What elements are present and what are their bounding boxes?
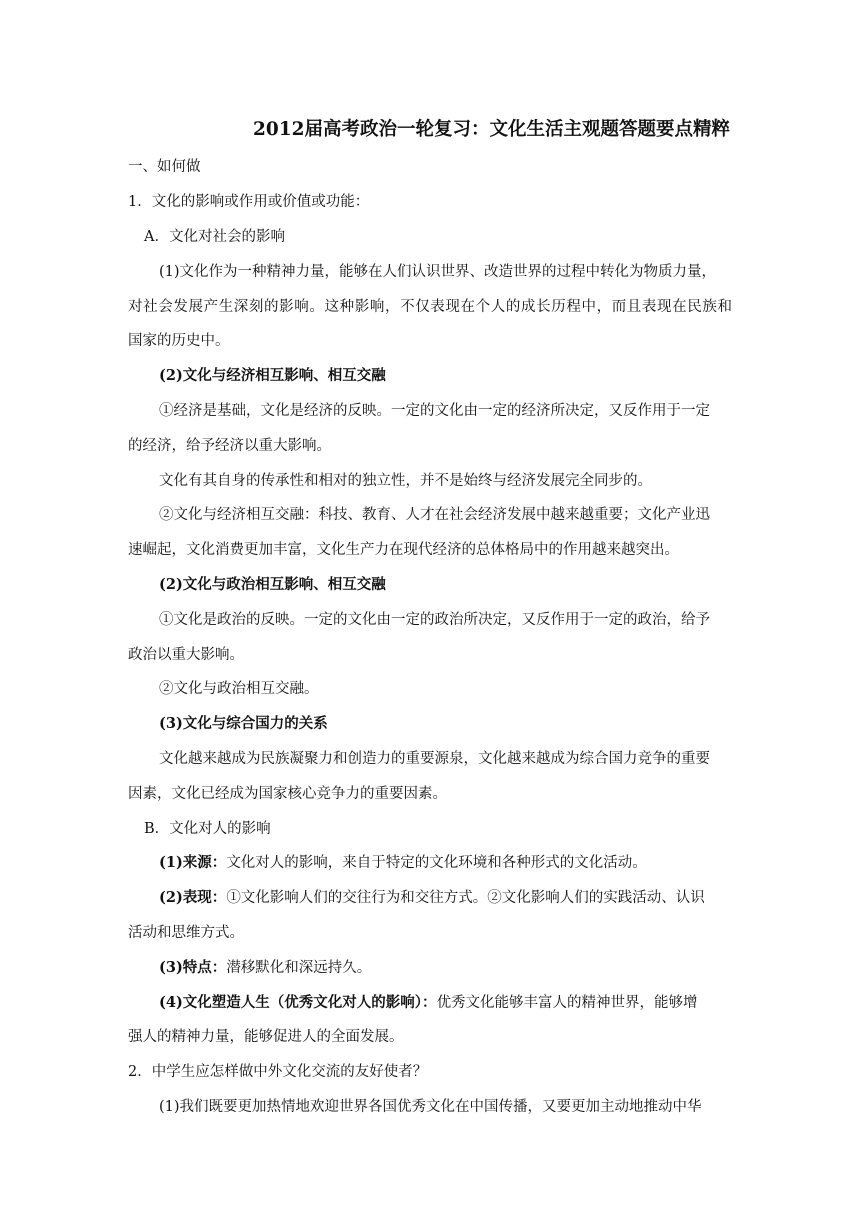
bold-label: (4)文化塑造人生（优秀文化对人的影响）： [159, 994, 437, 1011]
paragraph-line: 的经济，给予经济以重大影响。 [128, 438, 331, 454]
paragraph-line [159, 853, 763, 873]
paragraph-line: 因素，文化已经成为国家核心竞争力的重要因素。 [128, 786, 447, 802]
paragraph-line: 国家的历史中。 [128, 333, 230, 349]
paragraph-text: 文化对人的影响，来自于特定的文化环境和各种形式的文化活动。 [226, 855, 647, 871]
paragraph-line: 对社会发展产生深刻的影响。这种影响，不仅表现在个人的成长历程中，而且表现在民族和 [128, 299, 732, 315]
paragraph-line: 文化越来越成为民族凝聚力和创造力的重要源泉，文化越来越成为综合国力竞争的重要 [159, 751, 710, 767]
paragraph-text: 潜移默化和深远持久。 [226, 960, 372, 976]
section-heading: 一、如何做 [128, 159, 201, 175]
bold-heading: (3)文化与综合国力的关系 [159, 715, 328, 732]
paragraph-line: 速崛起，文化消费更加丰富，文化生产力在现代经济的总体格局中的作用越来越突出。 [128, 542, 679, 558]
document-title: 2012届高考政治一轮复习：文化生活主观题答题要点精粹 [253, 119, 730, 140]
paragraph-line: ②文化与经济相互交融：科技、教育、人才在社会经济发展中越来越重要；文化产业迅 [159, 507, 710, 523]
paragraph-line [159, 888, 763, 908]
paragraph-line: ①经济是基础，文化是经济的反映。一定的文化由一定的经济所决定，又反作用于一定 [159, 403, 710, 419]
paragraph-text: 优秀文化能够丰富人的精神世界，能够增 [436, 995, 698, 1011]
paragraph-line [159, 958, 763, 978]
subsection-heading: B．文化对人的影响 [144, 821, 271, 837]
paragraph-line [159, 993, 763, 1013]
paragraph-line: ①文化是政治的反映。一定的文化由一定的政治所决定，又反作用于一定的政治，给予 [159, 612, 710, 628]
subsection-heading: A．文化对社会的影响 [144, 229, 285, 245]
subsection-heading: 2．中学生应怎样做中外文化交流的友好使者？ [128, 1064, 428, 1080]
paragraph-line: (1)我们既要更加热情地欢迎世界各国优秀文化在中国传播，又要更加主动地推动中华 [159, 1099, 702, 1115]
paragraph-line: 政治以重大影响。 [128, 647, 244, 663]
bold-heading: (2)文化与经济相互影响、相互交融 [159, 367, 386, 384]
paragraph-text: ①文化影响人们的交往行为和交往方式。②文化影响人们的实践活动、认识 [226, 890, 705, 906]
paragraph-line: ②文化与政治相互交融。 [159, 681, 319, 697]
paragraph-line: (1)文化作为一种精神力量，能够在人们认识世界、改造世界的过程中转化为物质力量， [159, 264, 717, 280]
subsection-heading: 1．文化的影响或作用或价值或功能： [128, 194, 370, 210]
bold-label: (3)特点： [159, 959, 227, 976]
bold-heading: (2)文化与政治相互影响、相互交融 [159, 576, 386, 593]
bold-label: (1)来源： [159, 854, 227, 871]
paragraph-line: 文化有其自身的传承性和相对的独立性，并不是始终与经济发展完全同步的。 [159, 473, 652, 489]
bold-label: (2)表现： [159, 889, 227, 906]
paragraph-line: 强人的精神力量，能够促进人的全面发展。 [128, 1029, 404, 1045]
paragraph-line: 活动和思维方式。 [128, 925, 244, 941]
